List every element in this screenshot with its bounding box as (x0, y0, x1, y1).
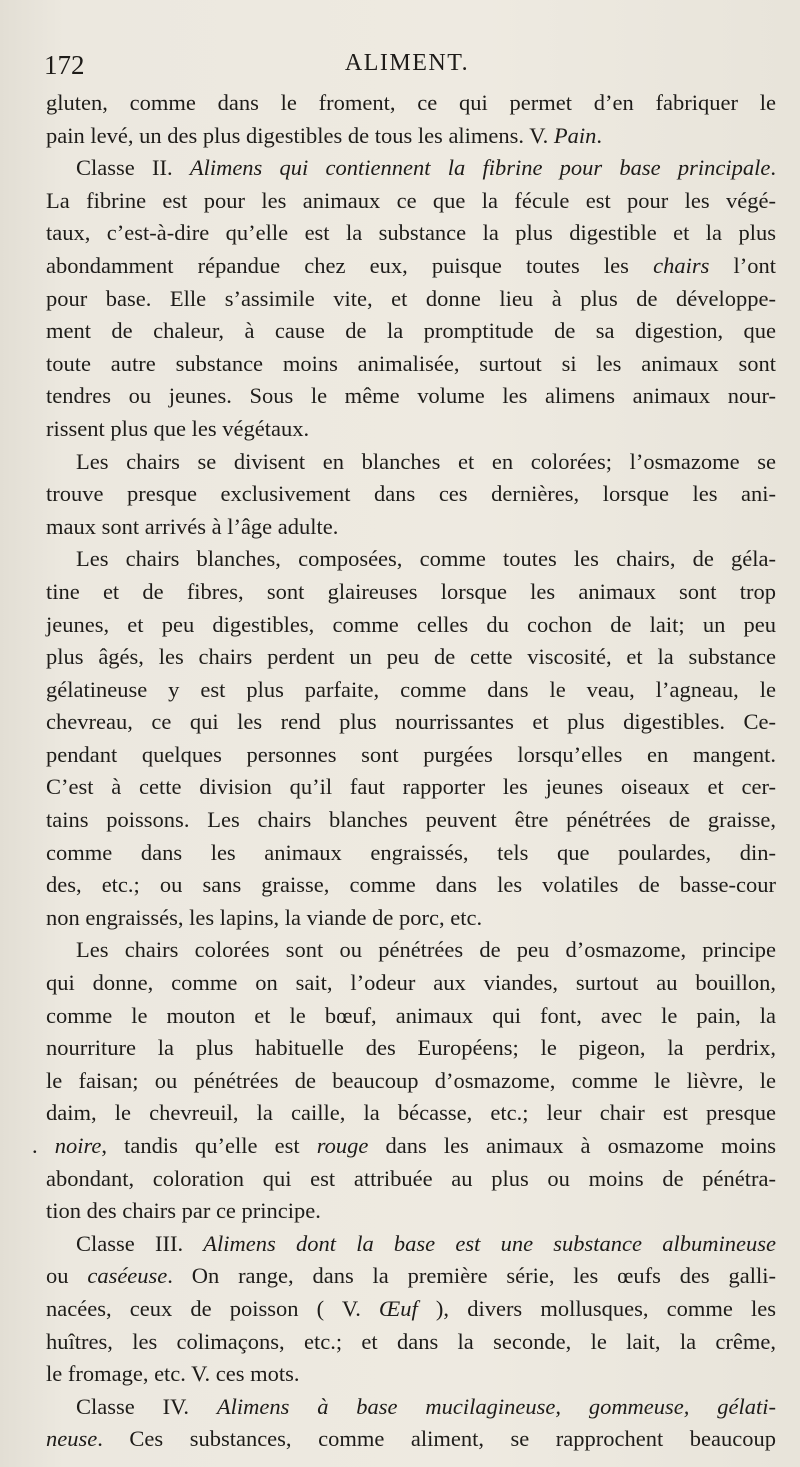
text-line (46, 771, 776, 804)
text-line (46, 1358, 776, 1391)
text-segment: nacées, ceux de poisson ( V. (46, 1295, 380, 1321)
text-line (46, 1163, 776, 1196)
italic-text: Œuf (379, 1295, 418, 1321)
text-line (46, 543, 776, 576)
text-line (46, 185, 776, 218)
italic-text: neuse (46, 1426, 98, 1452)
text-segment: chevreau, ce qui les rend plus nourrissantes et plus digestibles. Ce- (46, 709, 776, 735)
text-line (46, 609, 776, 642)
text-segment: non engraissés, les lapins, la viande de porc, etc. (46, 904, 483, 930)
text-line (46, 250, 776, 283)
text-line (46, 1000, 776, 1033)
text-line (46, 217, 776, 250)
text-segment: le faisan; ou pénétrées de beaucoup d’osmazome, comme le lièvre, le (46, 1067, 776, 1093)
italic-text: Alimens dont la base est une substance albumineuse (203, 1230, 776, 1256)
text-segment: , tandis qu’elle est (101, 1133, 317, 1158)
text-segment: Classe III. (76, 1230, 204, 1256)
text-line (46, 1097, 776, 1130)
text-segment: tendres ou jeunes. Sous le même volume les alimens animaux nour- (46, 383, 776, 409)
text-line (46, 1032, 776, 1065)
italic-text: Alimens qui contiennent la fibrine pour base principale (189, 155, 771, 181)
text-line (46, 1326, 776, 1359)
text-line (46, 1195, 776, 1228)
text-line (46, 1260, 776, 1293)
text-line (46, 1423, 776, 1456)
text-segment: rissent plus que les végétaux. (46, 415, 310, 441)
text-segment: gluten, comme dans le froment, ce qui permet d’en fabriquer le (46, 90, 776, 115)
text-segment: comme dans les animaux engraissés, tels que poulardes, din- (46, 839, 776, 865)
text-segment: abondant, coloration qui est attribuée au plus ou moins de pénétra- (46, 1165, 776, 1191)
text-segment: abondamment répandue chez eux, puisque toutes les (46, 252, 654, 278)
body-text (32, 87, 777, 1456)
italic-text: noire (54, 1133, 102, 1158)
text-line (46, 511, 776, 544)
text-segment: maux sont arrivés à l’âge adulte. (46, 513, 339, 539)
text-line (46, 674, 776, 707)
page-header (44, 50, 770, 84)
text-line (46, 706, 776, 739)
text-segment: comme le mouton et le bœuf, animaux qui font, avec le pain, la (46, 1002, 776, 1028)
text-line (46, 1391, 776, 1424)
text-segment: . On range, dans la première série, les œufs des galli- (167, 1263, 776, 1289)
text-segment: La fibrine est pour les animaux ce que la fécule est pour les végé- (46, 187, 776, 213)
text-line (46, 1065, 776, 1098)
text-segment: gélatineuse y est plus parfaite, comme dans le veau, l’agneau, le (46, 676, 776, 702)
text-segment: daim, le chevreuil, la caille, la bécasse, etc.; leur chair est presque (46, 1100, 776, 1126)
text-segment: Les chairs blanches, composées, comme toutes les chairs, de géla- (76, 546, 776, 572)
text-line (46, 804, 776, 837)
text-segment: huîtres, les colimaçons, etc.; et dans la seconde, le lait, la crême, (46, 1328, 776, 1354)
text-segment: tion des chairs par ce principe. (46, 1198, 321, 1224)
text-segment: . (770, 155, 777, 181)
text-segment: nourriture la plus habituelle des Européens; le pigeon, la perdrix, (46, 1035, 776, 1061)
text-line (46, 1228, 776, 1261)
italic-text: chairs (653, 252, 710, 278)
text-segment: le fromage, etc. V. ces mots. (46, 1361, 300, 1387)
text-segment: ment de chaleur, à cause de la promptitude de sa digestion, que (46, 318, 776, 344)
text-line (46, 934, 776, 967)
italic-text: rouge (316, 1133, 369, 1158)
text-line (46, 869, 776, 902)
italic-text: Alimens à base mucilagineuse, gommeuse, gélati- (216, 1393, 776, 1419)
text-segment: pendant quelques personnes sont purgées lorsqu’elles en mangent. (46, 741, 776, 767)
text-line (46, 87, 776, 120)
text-line (46, 120, 776, 153)
text-segment: toute autre substance moins animalisée, surtout si les animaux sont (46, 350, 776, 376)
text-line (46, 283, 776, 316)
text-segment: Classe II. (76, 155, 190, 181)
text-line (46, 1293, 776, 1326)
text-segment: plus âgés, les chairs perdent un peu de cette viscosité, et la substance (46, 644, 776, 670)
text-segment: Classe IV. (76, 1393, 217, 1419)
text-line (46, 152, 776, 185)
text-segment: . Ces substances, comme aliment, se rapprochent beaucoup (97, 1426, 776, 1452)
text-line (46, 641, 776, 674)
text-line (46, 837, 776, 870)
text-line (46, 380, 776, 413)
text-segment: Les chairs colorées sont ou pénétrées de peu d’osmazome, principe (76, 937, 776, 963)
running-head: ALIMENT. (344, 50, 470, 76)
text-line (46, 478, 776, 511)
text-segment: jeunes, et peu digestibles, comme celles du cochon de lait; un peu (46, 611, 776, 637)
text-segment: tains poissons. Les chairs blanches peuvent être pénétrées de graisse, (46, 807, 776, 833)
italic-text: Pain (553, 122, 597, 148)
text-line (32, 1130, 776, 1163)
italic-text: caséeuse (87, 1263, 168, 1289)
text-line (46, 967, 776, 1000)
text-segment: ou (46, 1263, 88, 1289)
text-segment: tine et de fibres, sont glaireuses lorsque les animaux sont trop (46, 578, 776, 604)
text-line (46, 446, 776, 479)
text-segment: pour base. Elle s’assimile vite, et donne lieu à plus de développe- (46, 285, 776, 311)
text-segment: dans les animaux à osmazome moins (368, 1133, 776, 1158)
text-line (46, 902, 776, 935)
text-segment: . (32, 1133, 55, 1158)
text-segment: trouve presque exclusivement dans ces dernières, lorsque les ani- (46, 481, 776, 507)
page-number: 172 (44, 50, 85, 80)
text-segment: ), divers mollusques, comme les (417, 1295, 776, 1321)
text-line (46, 348, 776, 381)
text-segment: Les chairs se divisent en blanches et en colorées; l’osmazome se (76, 448, 776, 474)
text-segment: C’est à cette division qu’il faut rapporter les jeunes oiseaux et cer- (46, 774, 776, 800)
text-segment: . (596, 122, 602, 148)
text-segment: taux, c’est-à-dire qu’elle est la substance la plus digestible et la plus (46, 220, 776, 246)
text-segment: pain levé, un des plus digestibles de tous les alimens. V. (46, 122, 554, 148)
text-line (46, 576, 776, 609)
text-segment: des, etc.; ou sans graisse, comme dans les volatiles de basse-cour (46, 872, 776, 898)
text-line (46, 413, 776, 446)
text-line (46, 739, 776, 772)
text-line (46, 315, 776, 348)
text-segment: l’ont (709, 252, 776, 278)
text-segment: qui donne, comme on sait, l’odeur aux viandes, surtout au bouillon, (46, 970, 776, 996)
